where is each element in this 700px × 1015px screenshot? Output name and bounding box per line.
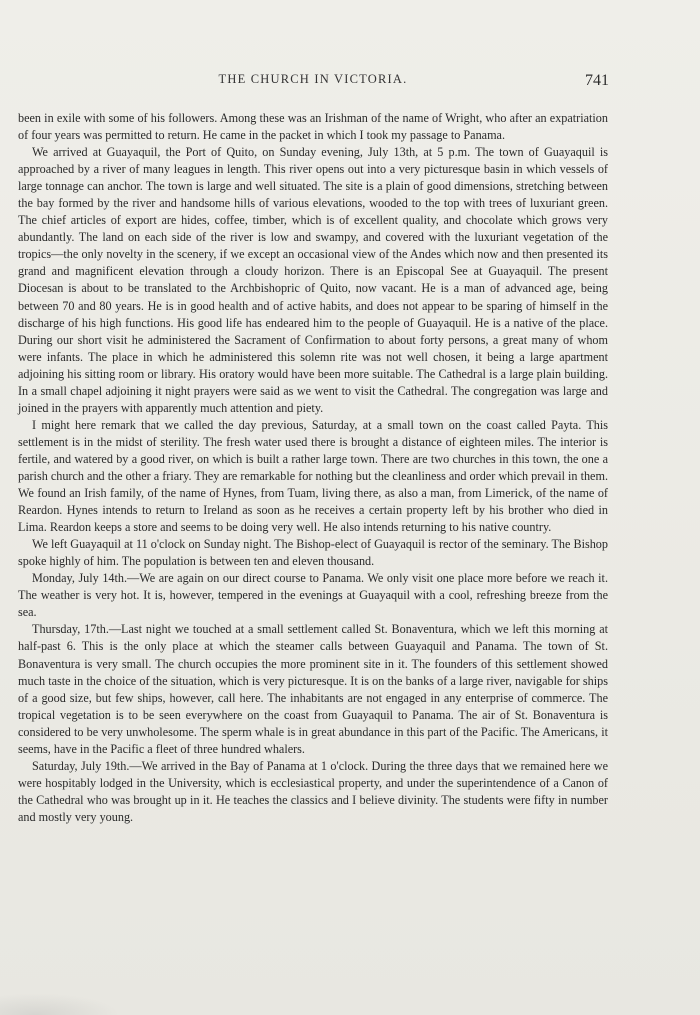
running-head: THE CHURCH IN VICTORIA. [218,72,408,86]
paragraph: Thursday, 17th.—Last night we touched at a small settlement called St. Bonaventura, which we left this morning at half-past 6. This is the only place at which the steamer calls between Guayaquil and Panama. The town of St. Bonaventura is very small. The church occupies the more prominent site in it. The founders of this settlement showed much taste in the choice of the situation, which is very picturesque. It is on the banks of a large river, navigable for ships of a good size, but few ships, however, call here. The inhabitants are not engaged in any enterprise of commerce. The tropical vegetation is to be seen everywhere on the coast from Guayaquil to Panama. The air of St. Bonaventura is considered to be very unwholesome. The sperm whale is in great abundance in this part of the Pacific. The Americans, it seems, have in the Pacific a fleet of three hundred whalers. [18,622,608,756]
page-smudge [0,993,120,1015]
paragraph: I might here remark that we called the day previous, Saturday, at a small town on the coast called Payta. This settlement is in the midst of sterility. The fresh water used there is brought a distance of eighteen miles. The interior is fertile, and watered by a good river, on which is built a rather large town. There are two churches in this town, the one a parish church and the other a friary. They are remarkable for nothing but the cleanliness and order which prevail in them. We found an Irish family, of the name of Hynes, from Tuam, living there, as also a man, from Limerick, of the name of Reardon. Hynes intends to return to Ireland as soon as he receives a certain property left by his brother who died in Lima. Reardon keeps a store and seems to be doing very well. He also intends returning to his native country. [18,417,608,535]
page-number: 741 [585,72,609,89]
body-text [18,110,608,826]
paragraph: We arrived at Guayaquil, the Port of Quito, on Sunday evening, July 13th, at 5 p.m. The town of Guayaquil is approached by a river of many leagues in length. This river opens out into a very picturesque basin in which vessels of large tonnage can anchor. The town is large and well situated. The site is a plain of good dimensions, stretching between the bay formed by the river and handsome hills of various elevations, wooded to the top with trees of luxuriant green. The chief articles of export are hides, coffee, timber, which is of excellent quality, and chocolate which grows very abundantly. The land on each side of the river is low and swampy, and covered with the luxuriant vegetation of the tropics—the only novelty in the scenery, if we except an occasional view of the Andes which now and then presented its grand and magnificent elevation through a cloudy horizon. There is an Episcopal See at Guayaquil. The present Diocesan is about to be translated to the Archbishopric of Quito, now vacant. He is a man of advanced age, being between 70 and 80 years. He is in good health and of active habits, and does not appear to be sparing of himself in the discharge of his high functions. His good life has endeared him to the people of Guayaquil. He is a native of the place. During our short visit he administered the Sacrament of Confirmation to about forty persons, a great many of whom were infants. The place in which he administered this solemn rite was not well chosen, it being a large apartment adjoining his sitting room or library. His oratory would have been more suitable. The Cathedral is a large plain building. In a small chapel adjoining it night prayers were said as we went to visit the Cathedral. The congregation was large and joined in the prayers with apparently much attention and piety. [18,145,608,415]
paragraph: been in exile with some of his followers. Among these was an Irishman of the name of Wright, who after an expatriation of four years was permitted to return. He came in the packet in which I took my passage to Panama. [18,111,608,143]
paragraph: We left Guayaquil at 11 o'clock on Sunday night. The Bishop-elect of Guayaquil is rector of the seminary. The Bishop spoke highly of him. The population is between ten and eleven thousand. [18,537,608,569]
paragraph: Saturday, July 19th.—We arrived in the Bay of Panama at 1 o'clock. During the three days that we remained here we were hospitably lodged in the University, which is ecclesiastical property, and under the superintendence of a Canon of the Cathedral who was brought up in it. He teaches the classics and I believe divinity. The students were fifty in number and mostly very young. [18,758,608,824]
page-header [18,72,608,90]
paragraph: Monday, July 14th.—We are again on our direct course to Panama. We only visit one place more before we reach it. The weather is very hot. It is, however, tempered in the evenings at Guayaquil with a cool, refreshing breeze from the sea. [18,571,608,620]
